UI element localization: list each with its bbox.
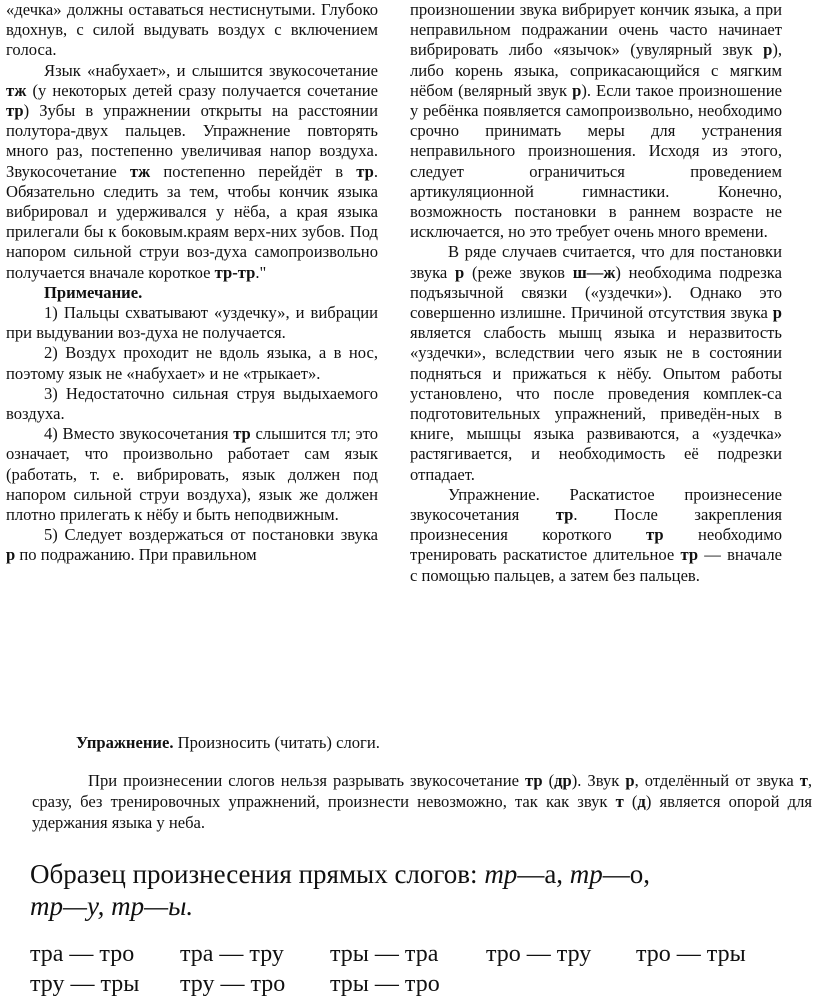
note-item-4: 4) Вместо звукосочетания тр слышится тл; это означает, что произвольно работает сам язык (работать, т. е. вибрировать, язык должен под напором сильной струи воздуха), язык же должен плотно прилегать к нёбу и быть неподвижным. [6,424,379,525]
syllable-row-2 [30,970,440,998]
right-paragraph-2: В ряде случаев считается, что для постановки звука р (реже звуков ш—ж) необходима подрезка подъязычной связки («уздечки»). Однако это совершенно излишне. Причиной отсутствия звука р является слабость мышц языка и неразвитость «уздечки», вследствии чего язык не в состоянии подняться и прижаться к нёбу. Опытом работы установлено, что после проведения комплек-са подготовительных упражнений, приведён-ных в книге, мышцы языка развиваются, а «уздечка» растягивается, и необходимость её подрезки отпадает. [410,242,782,484]
note-item-3: 3) Недостаточно сильная струя выдыхаемого воздуха. [6,383,378,424]
syllable-pair: тро — тру [486,941,592,967]
left-paragraph-1: «дечка» должны оставаться нестиснутыми. Глубоко вдохнув, с силой выдувать воздух с включением голоса. [6,0,378,60]
syllable-pair: тру — тро [180,971,286,997]
syllable-row-1 [30,940,746,968]
syllable-pair: тру — тры [30,971,140,997]
note-item-5: 5) Следует воздержаться от постановки звука р по подражанию. При правильном [6,525,378,565]
syllable-pair: тро — тры [636,941,746,967]
note-item-1: 1) Пальцы схватывают «уздечку», и вибрации при выдувании воз-духа не получается. [6,303,378,343]
exercise-heading: Упражнение. Произносить (читать) слоги. [76,733,380,752]
syllable-pair: тры — тро [330,971,440,997]
exercise-note: При произнесении слогов нельзя разрывать звукосочетание тр (др). Звук р, отделённый от звука т, сразу, без тренировочных упражнений, произнести невозможно, так как звук т (д) является опорой для удержания языка у неба. [32,771,812,832]
syllable-pair: тра — тру [180,941,284,967]
note-item-2: 2) Воздух проходит не вдоль языка, а в нос, поэтому язык не «набухает» и не «трыкает». [6,343,378,383]
syllable-pair: тры — тра [330,941,439,967]
right-paragraph-3: Упражнение. Раскатистое произнесение звукосочетания тр. После закрепления произнесения короткого тр необходимо тренировать раскатистое длительное тр — вначале с помощью пальцев, а затем без пальцев. [410,484,782,585]
left-paragraph-2: Язык «набухает», и слышится звукосочетание тж (у некоторых детей сразу получается сочетание тр) Зубы в упражнении открыты на расстоянии полутора-двух пальцев. Упражнение повторять много раз, постепенно увеличивая напор воздуха. Звукосочетание тж постепенно перейдёт в тр. Обязательно следить за тем, чтобы кончик языка вибрировал и удерживался у нёба, а края языка прилегали бы к боковым.краям верх-них зубов. Под напором сильной струи воз-духа самопроизвольно получается вначале короткое тр-тр." [6,60,379,282]
left-column [6,0,378,566]
syllable-pair: тра — тро [30,941,135,967]
right-column [410,0,782,586]
note-title: Примечание. [44,282,143,302]
right-paragraph-1: произношении звука вибрирует кончик языка, а при неправильном подражании очень часто начинает вибрировать либо «язычок» (увулярный звук р), либо корень языка, соприкасающийся с мягким нёбом (велярный звук р). Если такое произношение у ребёнка появляется самопроизвольно, необходимо срочно принимать меры для устранения неправильного произношения. Исходя из этого, следует ограничиться проведением артикуляционной гимнастики. Конечно, возможность постановки в раннем возрасте не исключается, но это требует очень много времени. [410,0,783,242]
sample-syllables-line: Образец произнесения прямых слогов: тр—а, тр—о, тр—у, тр—ы. [30,859,651,921]
